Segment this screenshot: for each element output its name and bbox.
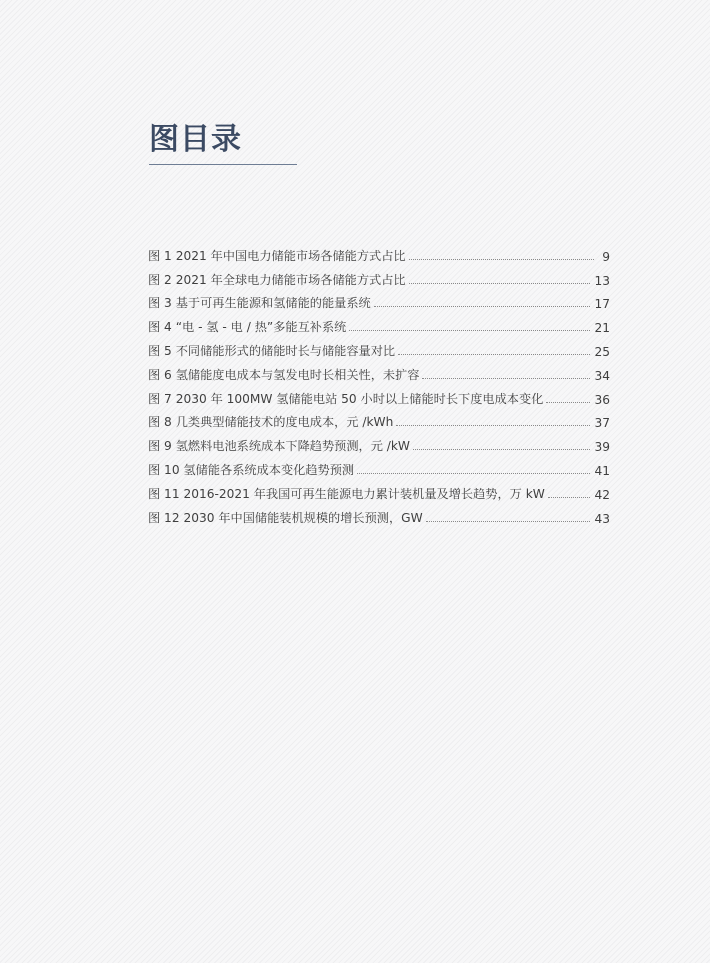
toc-entry-label: 图 8 几类典型储能技术的度电成本，元 /kWh [148, 415, 394, 430]
toc-entry[interactable] [148, 335, 610, 359]
toc-entry[interactable] [148, 383, 610, 407]
dot-leader [422, 378, 590, 379]
toc-entry-page: 37 [594, 416, 610, 431]
dot-leader [396, 425, 590, 426]
toc-entry[interactable] [148, 430, 610, 454]
toc-entry-page: 17 [594, 297, 610, 312]
toc-entry-label: 图 6 氢储能度电成本与氢发电时长相关性，未扩容 [148, 367, 420, 382]
toc-entry-label: 图 4 “电 - 氢 - 电 / 热”多能互补系统 [148, 320, 347, 335]
toc-entry-label: 图 3 基于可再生能源和氢储能的能量系统 [148, 296, 371, 311]
toc-entry[interactable] [148, 407, 610, 431]
toc-entry[interactable] [148, 240, 610, 264]
dot-leader [413, 449, 591, 450]
toc-entry-label: 图 5 不同储能形式的储能时长与储能容量对比 [148, 343, 396, 358]
dot-leader [357, 473, 590, 474]
toc-entry[interactable] [148, 288, 610, 312]
toc-entry-label: 图 10 氢储能各系统成本变化趋势预测 [148, 462, 355, 477]
toc-entry[interactable] [148, 264, 610, 288]
page-title: 图目录 [149, 122, 242, 157]
toc-entry-page: 43 [594, 511, 610, 526]
toc-entry-page: 13 [594, 273, 610, 288]
toc-entry[interactable] [148, 454, 610, 478]
toc-entry-page: 41 [594, 463, 610, 478]
dot-leader [409, 259, 594, 260]
toc-entry-page: 34 [594, 368, 610, 383]
toc-entry-page: 9 [602, 249, 610, 264]
dot-leader [546, 402, 590, 403]
toc-entry-label: 图 1 2021 年中国电力储能市场各储能方式占比 [148, 248, 406, 263]
dot-leader [398, 354, 590, 355]
dot-leader [349, 330, 590, 331]
toc-entry-page: 39 [594, 440, 610, 455]
dot-leader [426, 521, 591, 522]
toc-entry-label: 图 9 氢燃料电池系统成本下降趋势预测，元 /kW [148, 439, 410, 454]
toc-entry-page: 36 [594, 392, 610, 407]
title-underline [149, 164, 297, 165]
toc-entry-label: 图 12 2030 年中国储能装机规模的增长预测，GW [148, 510, 423, 525]
dot-leader [409, 283, 591, 284]
toc-entry[interactable] [148, 502, 610, 526]
toc-entry[interactable] [148, 311, 610, 335]
toc-entry-page: 42 [594, 487, 610, 502]
toc-entry[interactable] [148, 478, 610, 502]
toc-entry-label: 图 7 2030 年 100MW 氢储能电站 50 小时以上储能时长下度电成本变化 [148, 391, 544, 406]
toc-entry-page: 21 [594, 321, 610, 336]
figure-list [148, 240, 610, 526]
dot-leader [548, 497, 591, 498]
toc-entry-page: 25 [594, 344, 610, 359]
toc-entry-label: 图 2 2021 年全球电力储能市场各储能方式占比 [148, 272, 406, 287]
toc-entry-label: 图 11 2016-2021 年我国可再生能源电力累计装机量及增长趋势，万 kW [148, 486, 545, 501]
dot-leader [374, 306, 591, 307]
toc-entry[interactable] [148, 359, 610, 383]
